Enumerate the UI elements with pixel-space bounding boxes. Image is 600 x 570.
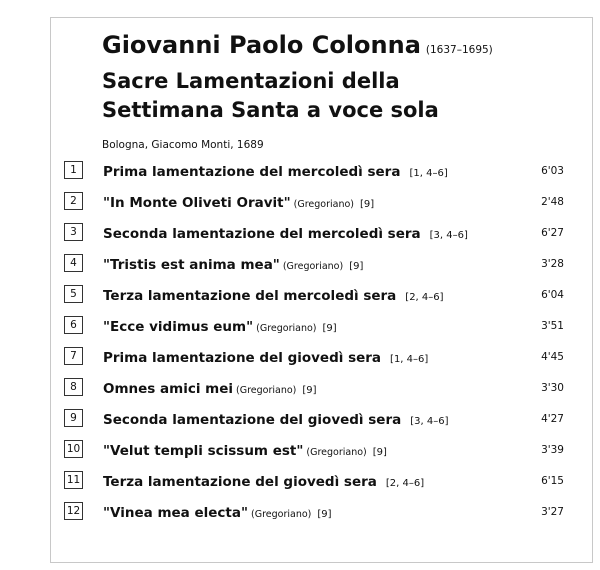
header <box>102 28 572 152</box>
track-row <box>64 284 564 306</box>
track-row <box>64 191 564 213</box>
track-title: "Ecce vidimus eum" <box>103 319 254 335</box>
track-ref: [9] <box>302 385 317 396</box>
track-row <box>64 470 564 492</box>
track-row <box>64 315 564 337</box>
track-title: Terza lamentazione del mercoledì sera <box>103 288 397 304</box>
track-ref: [1, 4–6] <box>409 168 448 179</box>
track-title: "Vinea mea electa" <box>103 505 249 521</box>
track-row <box>64 408 564 430</box>
track-duration: 4'45 <box>541 351 564 363</box>
composer-dates: (1637–1695) <box>425 44 493 56</box>
track-note: (Gregoriano) <box>282 261 344 272</box>
track-number: 10 <box>64 440 83 458</box>
track-title: Terza lamentazione del giovedì sera <box>103 474 377 490</box>
track-row <box>64 253 564 275</box>
track-number: 11 <box>64 471 83 489</box>
track-duration: 6'27 <box>541 227 564 239</box>
track-row <box>64 501 564 523</box>
track-number: 3 <box>64 223 83 241</box>
track-number: 9 <box>64 409 83 427</box>
track-note: (Gregoriano) <box>236 385 297 396</box>
track-row <box>64 222 564 244</box>
track-duration: 3'27 <box>541 506 564 518</box>
track-number: 1 <box>64 161 83 179</box>
track-number: 4 <box>64 254 83 272</box>
track-ref: [2, 4–6] <box>405 292 444 303</box>
track-duration: 4'27 <box>541 413 564 425</box>
track-ref: [9] <box>372 447 387 458</box>
track-duration: 2'48 <box>541 196 564 208</box>
track-ref: [9] <box>322 323 337 334</box>
track-title: "Velut templi scissum est" <box>103 443 304 459</box>
track-title: Prima lamentazione del giovedì sera <box>103 350 382 366</box>
track-title: Omnes amici mei <box>103 381 234 397</box>
track-row <box>64 439 564 461</box>
track-row <box>64 346 564 368</box>
track-ref: [9] <box>317 509 332 520</box>
work-title-line-1: Sacre Lamentazioni della <box>102 69 400 93</box>
track-number: 6 <box>64 316 83 334</box>
track-title: Seconda lamentazione del mercoledì sera <box>103 226 421 242</box>
track-note: (Gregoriano) <box>251 509 312 520</box>
track-title: Seconda lamentazione del giovedì sera <box>103 412 402 428</box>
track-duration: 3'28 <box>541 258 564 270</box>
composer-name: Giovanni Paolo Colonna <box>102 31 421 59</box>
track-duration: 6'15 <box>541 475 564 487</box>
track-ref: [2, 4–6] <box>385 478 425 489</box>
track-ref: [9] <box>349 261 364 272</box>
track-duration: 6'04 <box>541 289 564 301</box>
track-row <box>64 160 564 182</box>
track-duration: 3'30 <box>541 382 564 394</box>
track-note: (Gregoriano) <box>256 323 317 334</box>
track-duration: 3'51 <box>541 320 564 332</box>
work-title-line-2: Settimana Santa a voce sola <box>102 98 439 122</box>
track-note: (Gregoriano) <box>306 447 367 458</box>
track-ref: [3, 4–6] <box>410 416 449 427</box>
track-number: 5 <box>64 285 83 303</box>
track-title: Prima lamentazione del mercoledì sera <box>103 164 401 180</box>
track-row <box>64 377 564 399</box>
composer-heading <box>102 28 572 67</box>
track-number: 7 <box>64 347 83 365</box>
track-duration: 6'03 <box>541 165 564 177</box>
track-duration: 3'39 <box>541 444 564 456</box>
track-number: 8 <box>64 378 83 396</box>
track-number: 2 <box>64 192 83 210</box>
track-ref: [3, 4–6] <box>429 230 468 241</box>
imprint: Bologna, Giacomo Monti, 1689 <box>102 139 264 151</box>
track-number: 12 <box>64 502 83 520</box>
track-note: (Gregoriano) <box>293 199 354 210</box>
track-ref: [1, 4–6] <box>390 354 429 365</box>
track-title: "In Monte Oliveti Oravit" <box>103 195 291 211</box>
track-title: "Tristis est anima mea" <box>103 257 280 273</box>
track-ref: [9] <box>359 199 375 210</box>
